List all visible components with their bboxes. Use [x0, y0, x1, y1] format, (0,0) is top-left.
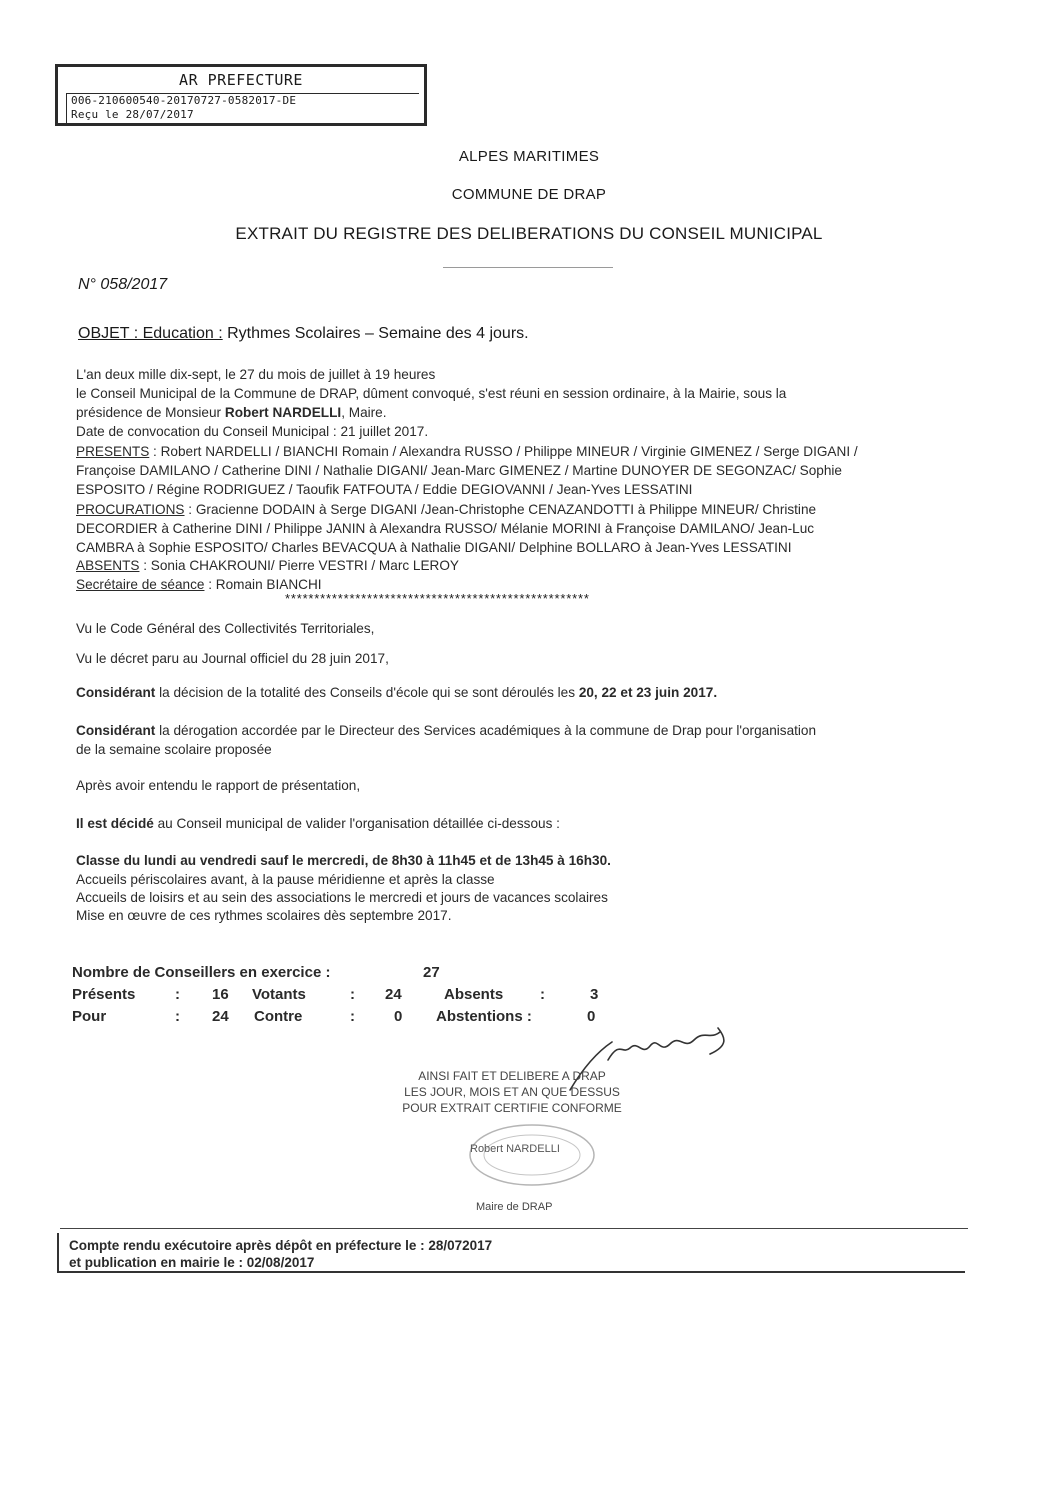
- footer-box: [57, 1233, 965, 1273]
- procurations-line-3: CAMBRA à Sophie ESPOSITO/ Charles BEVACQUA à Nathalie DIGANI/ Delphine BOLLARO à Jean-Yves LESSATINI: [76, 540, 792, 555]
- presents-vote-label: Présents: [72, 986, 136, 1003]
- signature-text-block: [392, 1068, 632, 1116]
- considerant-2: [76, 722, 816, 740]
- votes-block: [72, 964, 632, 1034]
- title-divider: [443, 267, 613, 268]
- presents-names-1: : Robert NARDELLI / BIANCHI Romain / Alexandra RUSSO / Philippe MINEUR / Virginie GIMENEZ / Serge DIGANI /: [149, 444, 858, 459]
- votants-label: Votants: [252, 986, 306, 1003]
- decision-text: au Conseil municipal de valider l'organisation détaillée ci-dessous :: [153, 816, 560, 831]
- presents-label: PRESENTS: [76, 444, 150, 459]
- procurations-line-1: [76, 501, 816, 519]
- footer-line-1: Compte rendu exécutoire après dépôt en préfecture le : 28/072017: [69, 1238, 493, 1253]
- commune-heading: COMMUNE DE DRAP: [451, 186, 607, 203]
- absents-count: 3: [590, 986, 599, 1003]
- intro-line-3: [76, 404, 387, 422]
- considerant-2-label: Considérant: [76, 723, 156, 738]
- footer-divider: [60, 1228, 968, 1229]
- objet-text: Rythmes Scolaires – Semaine des 4 jours.: [222, 325, 529, 342]
- presents-line-1: [76, 443, 858, 461]
- secretaire-label: Secrétaire de séance: [76, 577, 205, 592]
- mayor-name: Robert NARDELLI: [224, 405, 342, 420]
- deliberation-number: N° 058/2017: [78, 276, 168, 293]
- apres-rapport: Après avoir entendu le rapport de présentation,: [76, 778, 361, 793]
- vu-code: Vu le Code Général des Collectivités Territoriales,: [76, 621, 375, 636]
- intro-presidence: présidence de Monsieur: [76, 405, 225, 420]
- signature-line-1: AINSI FAIT ET DELIBERE A DRAP: [418, 1069, 606, 1083]
- signatory-name: Robert NARDELLI: [470, 1143, 560, 1155]
- absents-names: : Sonia CHAKROUNI/ Pierre VESTRI / Marc LEROY: [139, 558, 460, 573]
- intro-line-2: le Conseil Municipal de la Commune de DRAP, dûment convoqué, s'est réuni en session ordinaire, à la Mairie, sous la: [76, 386, 787, 401]
- considerant-2-cont: de la semaine scolaire proposée: [76, 742, 272, 757]
- conseillers-count: 27: [423, 964, 440, 981]
- decision-label: Il est décidé: [76, 816, 154, 831]
- prefecture-stamp: [55, 64, 427, 126]
- procurations-line-2: DECORDIER à Catherine DINI / Philippe JANIN à Alexandra RUSSO/ Mélanie MORINI à Françoise DAMILANO/ Jean-Luc: [76, 521, 815, 536]
- pour-label: Pour: [72, 1008, 107, 1025]
- absents-line: [76, 557, 459, 575]
- stamp-reference: 006-210600540-20170727-0582017-DE: [71, 94, 297, 107]
- absents-vote-label: Absents: [444, 986, 504, 1003]
- contre-count: 0: [394, 1008, 403, 1025]
- decision-line: [76, 815, 560, 833]
- presents-line-3: ESPOSITO / Régine RODRIGUEZ / Taoufik FATFOUTA / Eddie DEGIOVANNI / Jean-Yves LESSATINI: [76, 482, 693, 497]
- register-title: EXTRAIT DU REGISTRE DES DELIBERATIONS DU CONSEIL MUNICIPAL: [235, 224, 823, 243]
- stamp-inner-box: [66, 93, 419, 124]
- pour-count: 24: [212, 1008, 229, 1025]
- objet-line: [78, 325, 529, 343]
- abstentions-count: 0: [587, 1008, 596, 1025]
- department-heading: ALPES MARITIMES: [458, 148, 600, 165]
- star-separator: ****************************************************: [285, 591, 590, 606]
- contre-label: Contre: [254, 1008, 303, 1025]
- considerant-1-dates: 20, 22 et 23 juin 2017.: [578, 685, 718, 700]
- mise-en-oeuvre: Mise en œuvre de ces rythmes scolaires dès septembre 2017.: [76, 908, 452, 923]
- presents-count: 16: [212, 986, 229, 1003]
- signatory-role: Maire de DRAP: [476, 1201, 553, 1213]
- colon: :: [175, 1008, 180, 1025]
- considerant-2-text: la dérogation accordée par le Directeur des Services académiques à la commune de Drap pour l'organisation: [155, 723, 817, 738]
- stamp-received-date: Reçu le 28/07/2017: [71, 108, 194, 121]
- intro-line-1: L'an deux mille dix-sept, le 27 du mois de juillet à 19 heures: [76, 367, 436, 382]
- objet-label: OBJET : Education :: [78, 325, 223, 342]
- accueils-periscolaires: Accueils périscolaires avant, à la pause méridienne et après la classe: [76, 872, 495, 887]
- classe-schedule: Classe du lundi au vendredi sauf le mercredi, de 8h30 à 11h45 et de 13h45 à 16h30.: [76, 853, 611, 868]
- convocation-date: Date de convocation du Conseil Municipal : 21 juillet 2017.: [76, 424, 429, 439]
- votants-count: 24: [385, 986, 402, 1003]
- footer-line-2: et publication en mairie le : 02/08/2017: [69, 1255, 315, 1270]
- considerant-1: [76, 684, 717, 702]
- colon: :: [540, 986, 545, 1003]
- stamp-title: AR PREFECTURE: [179, 71, 303, 89]
- conseillers-label: Nombre de Conseillers en exercice :: [72, 964, 331, 981]
- signature-line-2: LES JOUR, MOIS ET AN QUE DESSUS: [404, 1085, 620, 1099]
- considerant-1-text: la décision de la totalité des Conseils d'école qui se sont déroulés les: [155, 685, 579, 700]
- accueils-loisirs: Accueils de loisirs et au sein des associations le mercredi et jours de vacances scolaires: [76, 890, 608, 905]
- colon: :: [350, 986, 355, 1003]
- vu-decret: Vu le décret paru au Journal officiel du 28 juin 2017,: [76, 651, 389, 666]
- intro-maire: , Maire.: [341, 405, 387, 420]
- colon: :: [175, 986, 180, 1003]
- procurations-label: PROCURATIONS: [76, 502, 185, 517]
- abstentions-label: Abstentions :: [436, 1008, 532, 1025]
- signature-line-3: POUR EXTRAIT CERTIFIE CONFORME: [402, 1101, 622, 1115]
- procurations-names-1: : Gracienne DODAIN à Serge DIGANI /Jean-Christophe CENAZANDOTTI à Philippe MINEUR/ Christine: [184, 502, 817, 517]
- conseillers-row: [72, 964, 330, 981]
- secretaire-name: : Romain BIANCHI: [204, 577, 322, 592]
- mairie-seal-stamp: [462, 1120, 602, 1190]
- considerant-1-label: Considérant: [76, 685, 156, 700]
- presents-line-2: Françoise DAMILANO / Catherine DINI / Nathalie DIGANI/ Jean-Marc GIMENEZ / Martine DUNOYER DE SEGONZAC/ Sophie: [76, 463, 842, 478]
- absents-label: ABSENTS: [76, 558, 140, 573]
- colon: :: [350, 1008, 355, 1025]
